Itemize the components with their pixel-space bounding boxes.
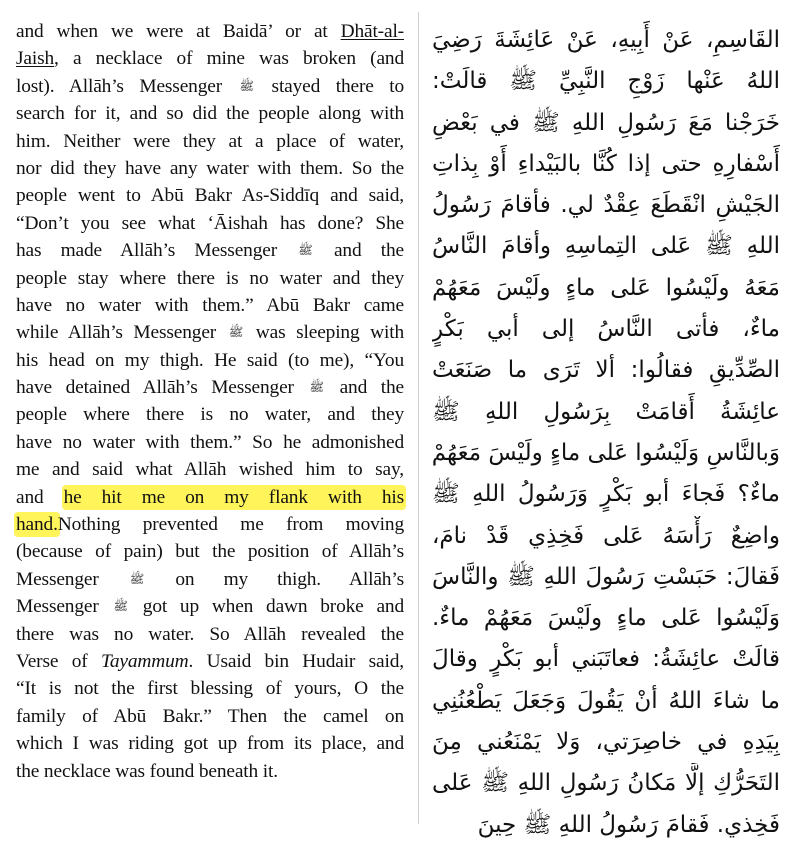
salutation-icon: ﷺ xyxy=(228,325,244,340)
arabic-text xyxy=(432,20,780,846)
text-line: “It is not the first blessing of yours, O the xyxy=(16,678,404,700)
text-line: the necklace was found beneath it. xyxy=(16,760,278,782)
text-line: “Don’t you see what ‘Āishah has done? She xyxy=(16,212,404,234)
text-line: me and said what Allāh wished him to say, xyxy=(16,459,404,481)
arabic-line: خَرَجْنا مَعَ رَسُولِ اللهِ ﷺ في بَعْضِ xyxy=(432,109,780,136)
text-line: Verse of Tayammum. Usaid bin Hudair said, xyxy=(16,650,404,672)
salutation-icon: ﷺ xyxy=(298,243,313,258)
arabic-line: التَحَرُّكِ إلَّا مَكانُ رَسُولِ اللهِ ﷺ عَلى xyxy=(432,770,780,797)
salutation-icon: ﷺ xyxy=(309,380,324,395)
text-line: people stay where there is no water and they xyxy=(16,267,404,289)
text-line: hand.Nothing prevented me from moving xyxy=(16,514,404,536)
text-line: have no water with them.” So he admonished xyxy=(16,431,404,453)
arabic-line: عائِشَةُ أَقامَتْ بِرَسُولِ اللهِ ﷺ xyxy=(432,398,780,425)
text-line: people went to Abū Bakr As-Siddīq and said, xyxy=(16,185,404,207)
text-line: Jaish, a necklace of mine was broken (and xyxy=(16,48,404,70)
arabic-line: ما شاءَ اللهُ أنْ يَقُولَ وَجَعَلَ يَطْعُنُنِي xyxy=(432,687,780,714)
arabic-line: واضِعٌ رَأْسَهُ عَلى فَخِذِي قَدْ نامَ، xyxy=(432,522,780,549)
text-line: while Allāh’s Messenger ﷺ was sleeping with xyxy=(16,319,404,346)
arabic-line: الجَيْشِ انْقَطَعَ عِقْدٌ لي. فأقامَ رَسُولُ xyxy=(432,192,780,219)
arabic-line: فَقالَ: حَبَسْتِ رَسُولَ اللهِ ﷺ والنَّاسَ xyxy=(432,563,780,590)
salutation-icon: ﷺ xyxy=(113,599,128,614)
arabic-line: اللهِ ﷺ عَلى التِماسِهِ وأقامَ النَّاسُ xyxy=(432,233,780,260)
arabic-line: بِيَدِهِ في خاصِرَتي، وَلا يَمْنَعُني مِنَ xyxy=(432,729,780,756)
arabic-line: القَاسِمِ، عَنْ أَبِيهِ، عَنْ عَائِشَةَ رَضِيَ xyxy=(432,27,780,53)
text-line: which I was riding got up from its place, and xyxy=(16,733,404,755)
arabic-line: وَلَيْسُوا عَلى ماءٍ ولَيْسَ مَعَهُمْ ماءٌ. xyxy=(432,605,780,632)
text-line: his head on my thigh. He said (to me), “You xyxy=(16,349,404,371)
arabic-line: اللهُ عَنْها زَوْجِ النَّبِيِّ ﷺ قالَتْ: xyxy=(432,68,780,95)
text-line: has made Allāh’s Messenger ﷺ and the xyxy=(16,237,404,264)
text-line: Messenger ﷺ got up when dawn broke and xyxy=(16,593,404,620)
text-line: nor did they have any water with them. So the xyxy=(16,157,404,179)
highlighted-text: hand. xyxy=(16,514,58,536)
column-divider xyxy=(418,12,419,824)
arabic-line: ماءٌ؟ فَجاءَ أبو بَكْرٍ وَرَسُولُ اللهِ ﷺ xyxy=(432,481,780,508)
arabic-line: وَبالنَّاسِ وَلَيْسُوا عَلى ماءٍ ولَيْسَ مَعَهُمْ xyxy=(432,439,780,466)
text-line: family of Abū Bakr.” Then the camel on xyxy=(16,705,404,727)
text-line: (because of pain) but the position of Allāh’s xyxy=(16,541,404,563)
text-line: have detained Allāh’s Messenger ﷺ and the xyxy=(16,374,404,401)
text-line: search for it, and so did the people along with xyxy=(16,103,404,125)
text-line: have no water with them.” Abū Bakr came xyxy=(16,294,404,316)
salutation-icon: ﷺ xyxy=(129,571,145,586)
text-line: and he hit me on my flank with his xyxy=(16,486,404,508)
arabic-line: قالَتْ عائِشَةُ: فعاتَبَني أبو بَكْرٍ وقالَ xyxy=(432,646,780,673)
text-line: there was no water. So Allāh revealed the xyxy=(16,623,404,645)
text-line: people where there is no water, and they xyxy=(16,404,404,426)
arabic-line: مَعَهُ ولَيْسُوا عَلى ماءٍ ولَيْسَ مَعَهُمْ xyxy=(432,274,780,301)
text-line: Messenger ﷺ on my thigh. Allāh’s xyxy=(16,566,404,593)
text-line: and when we were at Baidā’ or at Dhāt-al- xyxy=(16,21,404,42)
salutation-icon: ﷺ xyxy=(239,78,255,93)
arabic-line: فَخِذي. فَقامَ رَسُولُ اللهِ ﷺ حِينَ xyxy=(477,811,780,838)
english-translation xyxy=(16,18,404,785)
arabic-line: الصِّدِّيقِ فقالُوا: ألا تَرَى ما صَنَعَتْ xyxy=(432,357,780,384)
highlighted-text: he hit me on my flank with his xyxy=(63,486,404,508)
text-line: him. Neither were they at a place of water, xyxy=(16,130,404,152)
arabic-line: ماءٌ، فأتى النَّاسُ إلى أبي بَكْرٍ xyxy=(432,316,780,343)
arabic-line: أَسْفارِهِ حتى إذا كُنَّا بالبَيْداءِ أَوْ بِذاتِ xyxy=(432,150,780,177)
text-line: lost). Allāh’s Messenger ﷺ stayed there to xyxy=(16,73,404,100)
